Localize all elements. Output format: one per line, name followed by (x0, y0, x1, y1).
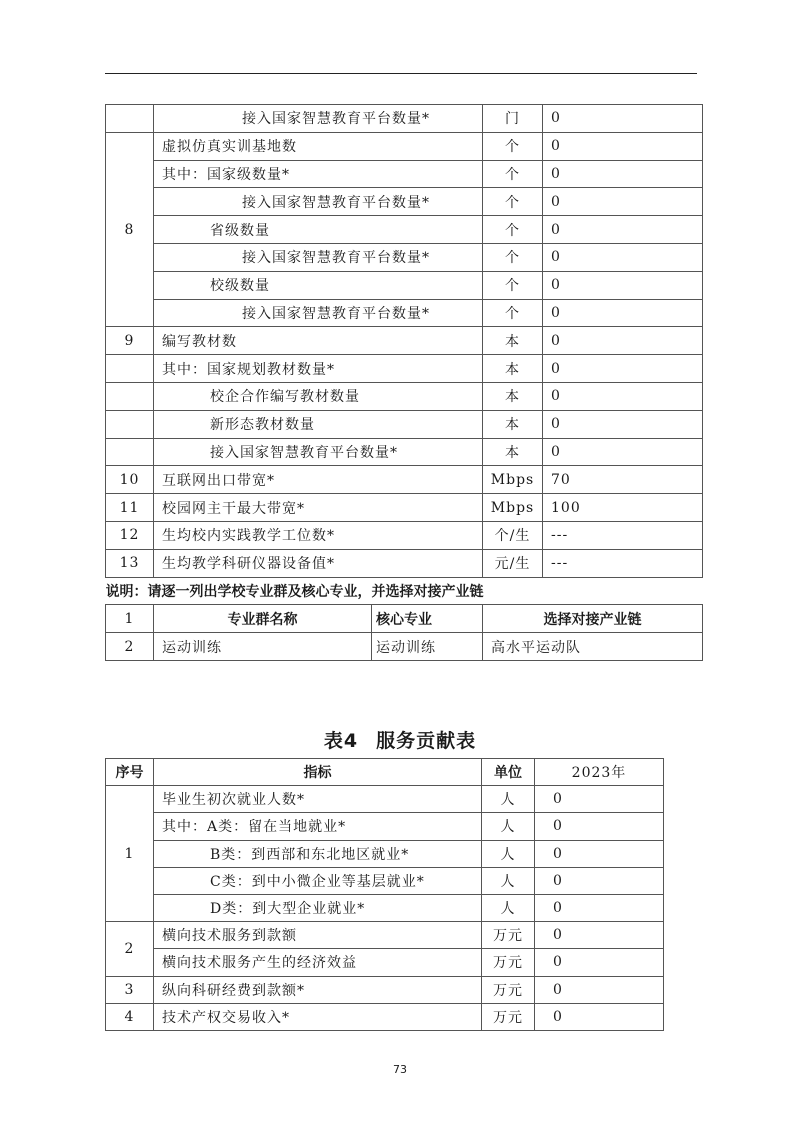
indicator-cell: 接入国家智慧教育平台数量* (154, 105, 483, 133)
value-cell: 0 (543, 410, 703, 438)
row-number (106, 355, 154, 383)
table-title-prefix: 表4 (323, 730, 359, 752)
value-cell: 100 (543, 494, 703, 522)
indicator-cell: 技术产权交易收入* (154, 1003, 482, 1030)
unit-cell: Mbps (483, 494, 543, 522)
unit-cell: 个 (483, 188, 543, 216)
value-cell: 0 (543, 243, 703, 271)
col-header-indicator: 指标 (154, 759, 482, 786)
value-cell: 0 (543, 355, 703, 383)
row-number (106, 382, 154, 410)
unit-cell: 个/生 (483, 521, 543, 549)
col-header-year: 2023年 (535, 759, 664, 786)
indicator-cell: D类：到大型企业就业* (154, 894, 482, 921)
major-row (106, 633, 703, 661)
table-row (106, 299, 703, 327)
major-group-header: 专业群名称 (154, 605, 372, 633)
row-number (106, 438, 154, 466)
table-row (106, 840, 664, 867)
table-row (106, 160, 703, 188)
value-cell: 0 (535, 922, 664, 949)
row-number: 8 (106, 132, 154, 327)
indicator-cell: 互联网出口带宽* (154, 466, 483, 494)
unit-cell: 个 (483, 216, 543, 244)
unit-cell: 人 (482, 840, 535, 867)
value-cell: 0 (543, 327, 703, 355)
unit-cell: 本 (483, 382, 543, 410)
indicator-cell: 接入国家智慧教育平台数量* (154, 299, 483, 327)
industry-chain-cell: 高水平运动队 (483, 633, 703, 661)
value-cell: 0 (543, 105, 703, 133)
row-number: 3 (106, 976, 154, 1003)
indicator-cell: 接入国家智慧教育平台数量* (154, 188, 483, 216)
indicator-cell: 编写教材数 (154, 327, 483, 355)
value-cell: 0 (535, 976, 664, 1003)
table-row (106, 976, 664, 1003)
unit-cell: 个 (483, 243, 543, 271)
unit-cell: 万元 (482, 976, 535, 1003)
unit-cell: 个 (483, 160, 543, 188)
unit-cell: 个 (483, 299, 543, 327)
note-text: 说明：请逐一列出学校专业群及核心专业，并选择对接产业链 (106, 577, 703, 605)
industry-chain-header: 选择对接产业链 (483, 605, 703, 633)
core-major-header: 核心专业 (372, 605, 483, 633)
unit-cell: 人 (482, 813, 535, 840)
table-row (106, 438, 703, 466)
table-row (106, 243, 703, 271)
indicator-cell: 新形态教材数量 (154, 410, 483, 438)
note-row (106, 577, 703, 605)
indicator-cell: 校级数量 (154, 271, 483, 299)
row-number: 13 (106, 549, 154, 577)
indicator-cell: 生均教学科研仪器设备值* (154, 549, 483, 577)
table-row (106, 410, 703, 438)
table-row (106, 894, 664, 921)
value-cell: 0 (535, 949, 664, 976)
value-cell: 0 (543, 271, 703, 299)
indicator-table-continued (105, 104, 703, 661)
table-row (106, 327, 703, 355)
value-cell: 0 (535, 894, 664, 921)
indicator-cell: 横向技术服务到款额 (154, 922, 482, 949)
indicator-cell: 生均校内实践教学工位数* (154, 521, 483, 549)
value-cell: 0 (543, 188, 703, 216)
table-row (106, 466, 703, 494)
row-number: 11 (106, 494, 154, 522)
unit-cell: 人 (482, 894, 535, 921)
row-number: 1 (106, 786, 154, 922)
table-row (106, 105, 703, 133)
value-cell: 0 (543, 132, 703, 160)
page-number: 73 (393, 1063, 407, 1076)
value-cell: 0 (543, 216, 703, 244)
table-row (106, 1003, 664, 1030)
unit-cell: 万元 (482, 922, 535, 949)
indicator-cell: C类：到中小微企业等基层就业* (154, 867, 482, 894)
indicator-cell: 其中：国家级数量* (154, 160, 483, 188)
value-cell: 0 (535, 840, 664, 867)
indicator-cell: 虚拟仿真实训基地数 (154, 132, 483, 160)
value-cell: 0 (543, 299, 703, 327)
row-number: 9 (106, 327, 154, 355)
table-row (106, 813, 664, 840)
unit-cell: 人 (482, 786, 535, 813)
indicator-cell: 纵向科研经费到款额* (154, 976, 482, 1003)
value-cell: 0 (535, 786, 664, 813)
unit-cell: 本 (483, 438, 543, 466)
unit-cell: 本 (483, 410, 543, 438)
row-number: 2 (106, 922, 154, 976)
row-number: 12 (106, 521, 154, 549)
indicator-cell: 其中：国家规划教材数量* (154, 355, 483, 383)
table-title (0, 726, 800, 753)
table-row (106, 188, 703, 216)
table-row (106, 949, 664, 976)
value-cell: --- (543, 549, 703, 577)
unit-cell: 个 (483, 132, 543, 160)
header-rule (105, 73, 697, 74)
value-cell: 0 (535, 813, 664, 840)
col-header-unit: 单位 (482, 759, 535, 786)
row-number: 10 (106, 466, 154, 494)
header-row (106, 759, 664, 786)
value-cell: 0 (543, 382, 703, 410)
value-cell: 0 (543, 160, 703, 188)
unit-cell: 门 (483, 105, 543, 133)
indicator-cell: 横向技术服务产生的经济效益 (154, 949, 482, 976)
indicator-cell: 毕业生初次就业人数* (154, 786, 482, 813)
table-title-name: 服务贡献表 (376, 730, 477, 752)
value-cell: --- (543, 521, 703, 549)
unit-cell: 万元 (482, 949, 535, 976)
major-group-cell: 运动训练 (154, 633, 372, 661)
value-cell: 0 (535, 867, 664, 894)
table-row (106, 216, 703, 244)
table-row (106, 786, 664, 813)
unit-cell: 人 (482, 867, 535, 894)
indicator-cell: 接入国家智慧教育平台数量* (154, 243, 483, 271)
col-header-number: 序号 (106, 759, 154, 786)
table-row (106, 382, 703, 410)
row-number: 1 (106, 605, 154, 633)
indicator-cell: 省级数量 (154, 216, 483, 244)
table-row (106, 271, 703, 299)
unit-cell: 个 (483, 271, 543, 299)
row-number: 2 (106, 633, 154, 661)
table-row (106, 132, 703, 160)
core-major-cell: 运动训练 (372, 633, 483, 661)
table-row (106, 521, 703, 549)
indicator-cell: 其中：A类：留在当地就业* (154, 813, 482, 840)
unit-cell: 元/生 (483, 549, 543, 577)
unit-cell: 本 (483, 327, 543, 355)
table-row (106, 549, 703, 577)
indicator-cell: 校园网主干最大带宽* (154, 494, 483, 522)
value-cell: 0 (543, 438, 703, 466)
unit-cell: Mbps (483, 466, 543, 494)
row-number: 4 (106, 1003, 154, 1030)
indicator-cell: 校企合作编写教材数量 (154, 382, 483, 410)
major-header-row (106, 605, 703, 633)
unit-cell: 本 (483, 355, 543, 383)
table-row (106, 355, 703, 383)
row-number (106, 105, 154, 133)
value-cell: 0 (535, 1003, 664, 1030)
unit-cell: 万元 (482, 1003, 535, 1030)
table-row (106, 922, 664, 949)
table-row (106, 867, 664, 894)
service-contribution-table (105, 758, 664, 1031)
table-row (106, 494, 703, 522)
indicator-cell: 接入国家智慧教育平台数量* (154, 438, 483, 466)
value-cell: 70 (543, 466, 703, 494)
row-number (106, 410, 154, 438)
indicator-cell: B类：到西部和东北地区就业* (154, 840, 482, 867)
